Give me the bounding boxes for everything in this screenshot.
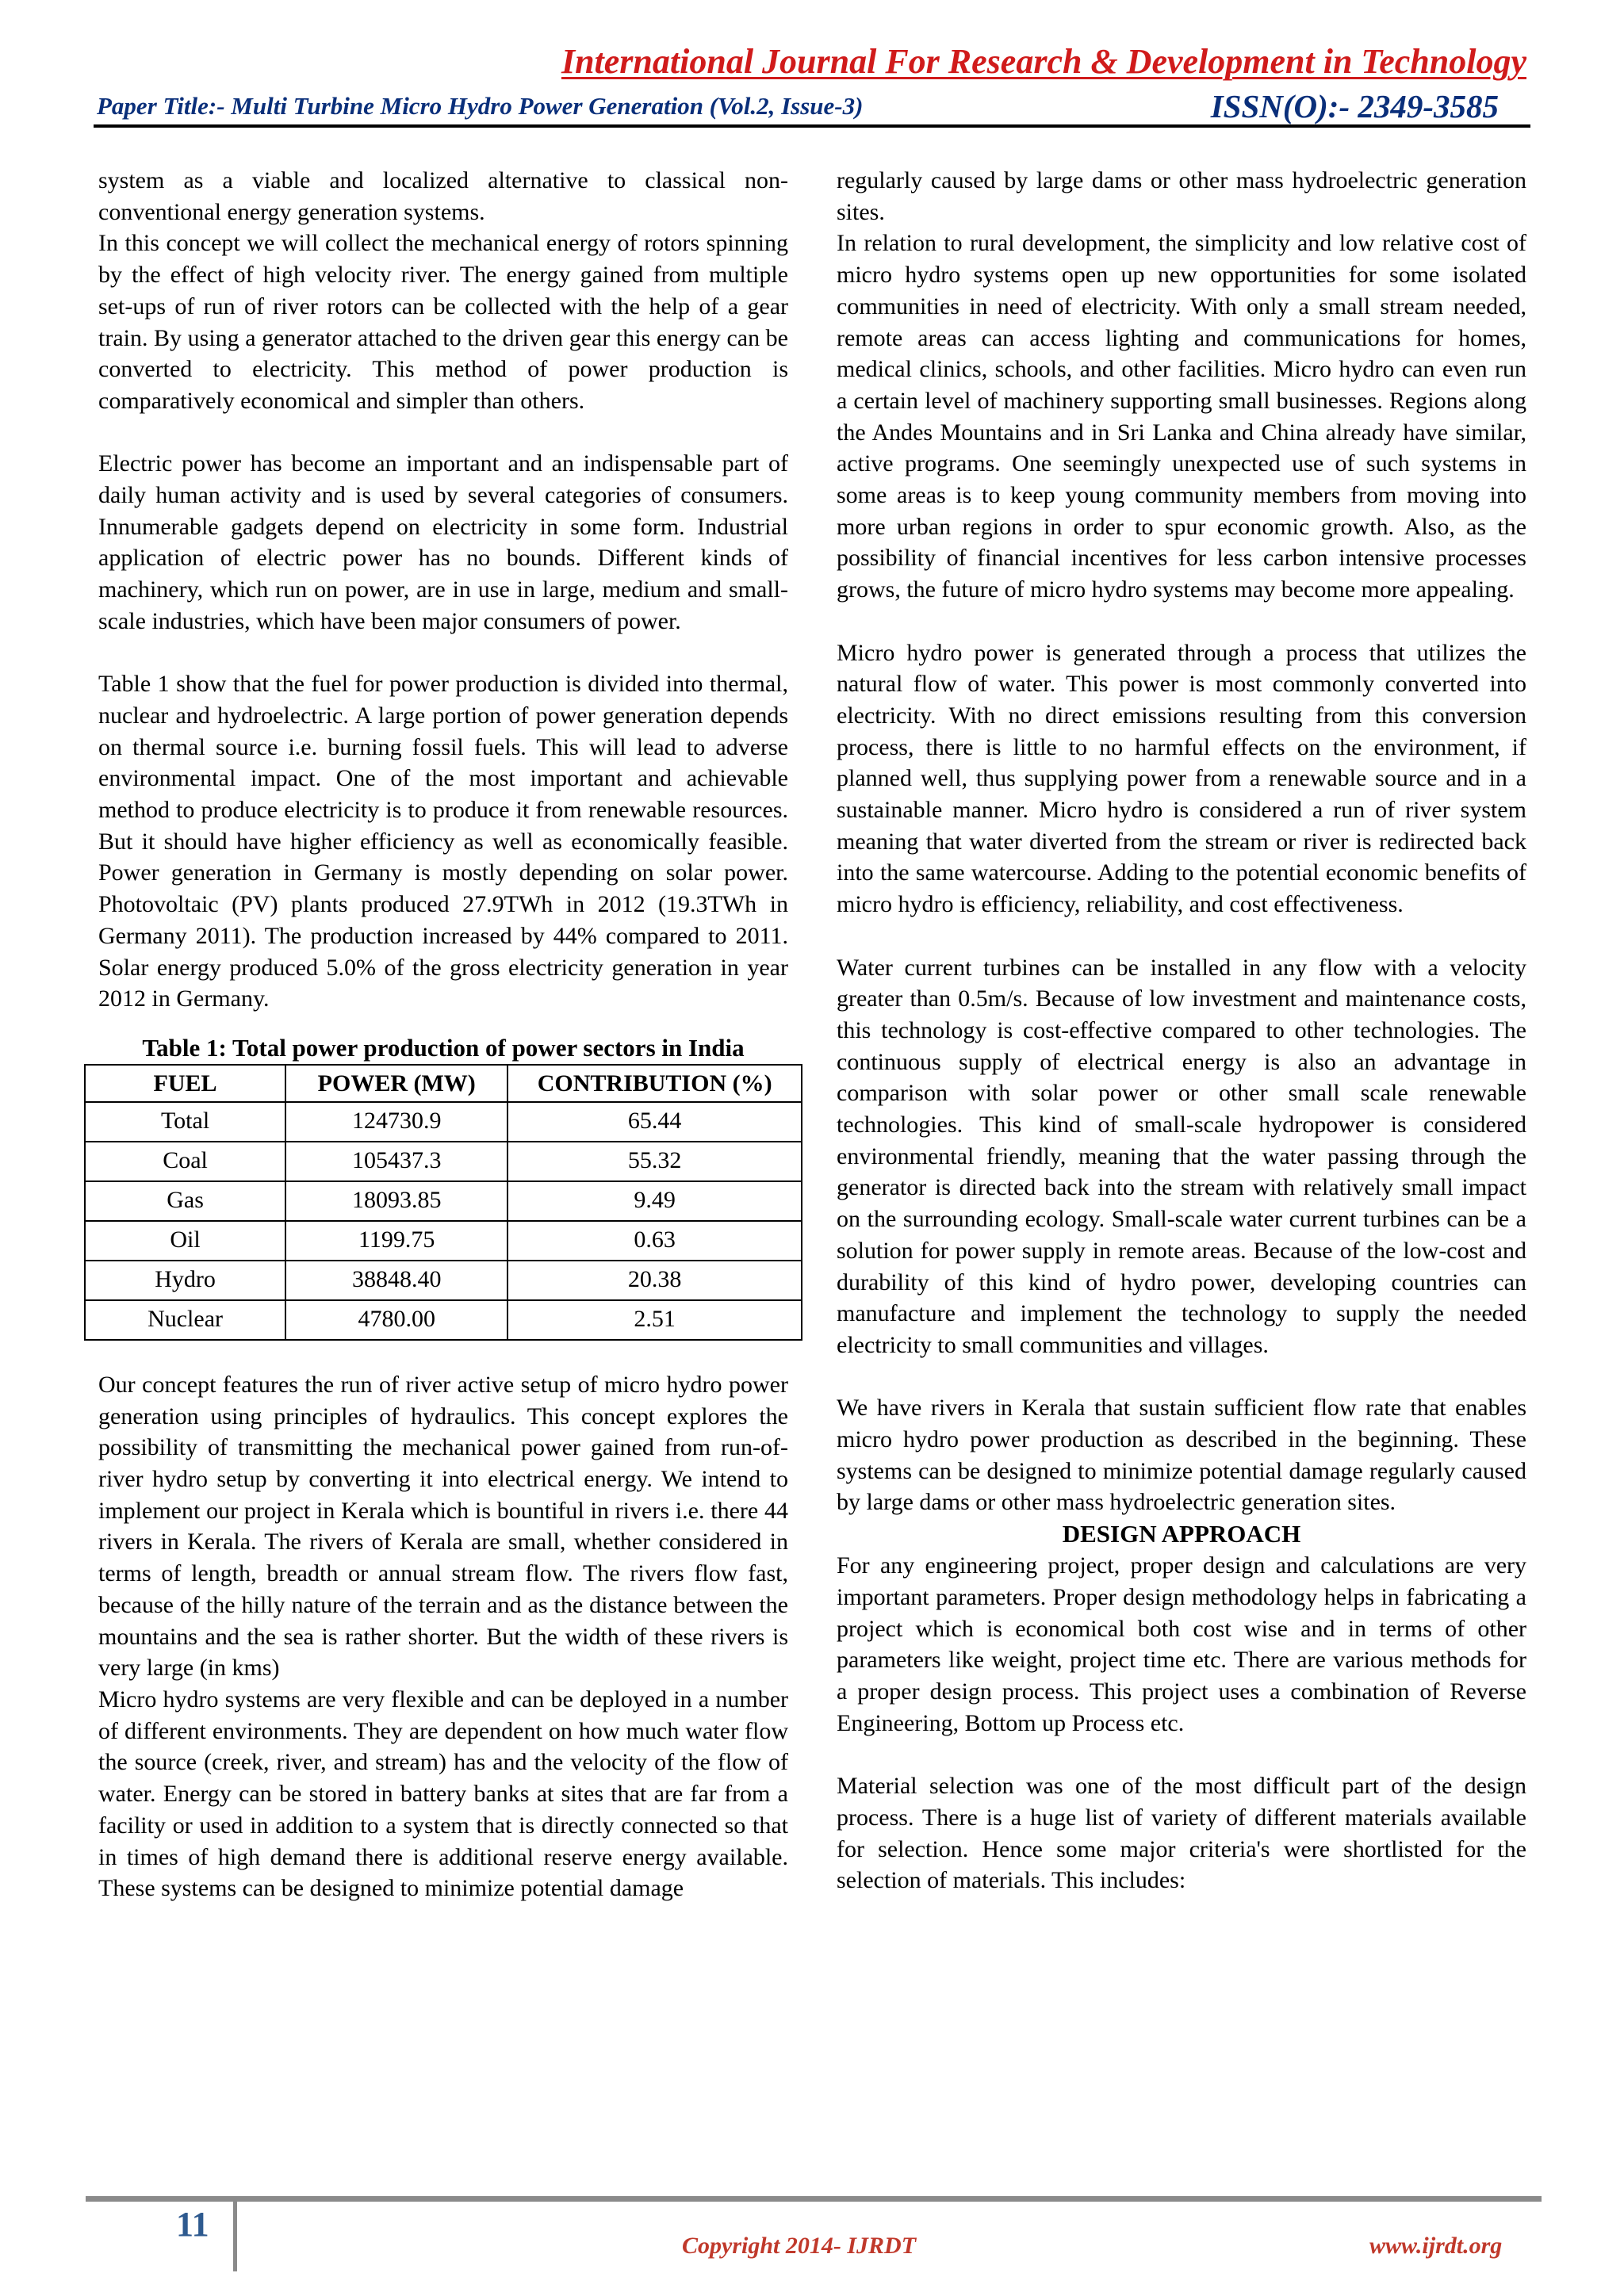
- paragraph: Micro hydro power is generated through a process that utilizes the natural flow of water. This power is most commonly converted into electricity. With no direct emissions resulting from this conversion process, there is little to no harmful effects on the environment, if planned well, thus supplying power from a renewable source and in a sustainable manner. Micro hydro is considered a run of river system meaning that water diverted from the stream or river is redirected back into the same watercourse. Adding to the potential economic benefits of micro hydro is efficiency, reliability, and cost effectiveness.: [837, 639, 1526, 918]
- paper-title: Paper Title:- Multi Turbine Micro Hydro Power Generation (Vol.2, Issue-3): [97, 92, 864, 120]
- cell-fuel: Total: [85, 1102, 285, 1142]
- paragraph-gap: [98, 1015, 788, 1032]
- paragraph: Material selection was one of the most difficult part of the design process. There is a huge list of variety of different materials available for selection. Hence some major criteria's were shortlisted for the selection of materials. This includes:: [837, 1773, 1526, 1894]
- paragraph: Table 1 show that the fuel for power production is divided into thermal, nuclear and hydroelectric. A large portion of power generation depends on thermal source i.e. burning fossil fuels. This will lead to adverse environmental impact. One of the most important and achievable method to produce electricity is to produce it from renewable resources. But it should have higher efficiency as well as economically feasible. Power generation in Germany is mostly depending on solar power. Photovoltaic (PV) plants produced 27.9TWh in 2012 (19.3TWh in Germany 2011). The production increased by 44% compared to 2011. Solar energy produced 5.0% of the gross electricity generation in year 2012 in Germany.: [98, 671, 788, 1012]
- paragraph: Our concept features the run of river active setup of micro hydro power generation using principles of hydraulics. This concept explores the possibility of transmitting the mechanical power gained from run-of-river hydro setup by converting it into electrical energy. We intend to implement our project in Kerala which is bountiful in rivers i.e. there 44 rivers in Kerala. The rivers of Kerala are small, whether considered in terms of length, breadth or annual stream flow. The rivers flow fast, because of the hilly nature of the terrain and as the distance between the mountains and the sea is rather shorter. But the width of these rivers is very large (in kms): [98, 1371, 788, 1682]
- paragraph: Micro hydro systems are very flexible and can be deployed in a number of different environments. They are dependent on how much water flow the source (creek, river, and stream) has and the velocity of the flow of water. Energy can be stored in battery banks at sites that are far from a facility or used in addition to a system that is directly connected so that in times of high demand there is additional reserve energy available. These systems can be designed to minimize potential damage: [98, 1686, 788, 1902]
- cell-power: 124730.9: [285, 1102, 508, 1142]
- table-row: [85, 1221, 802, 1261]
- cell-contribution: 0.63: [508, 1221, 802, 1261]
- cell-contribution: 55.32: [508, 1142, 802, 1181]
- header-rule: [94, 124, 1530, 128]
- issn: ISSN(O):- 2349-3585: [1210, 88, 1499, 124]
- cell-fuel: Oil: [85, 1221, 285, 1261]
- table-row: [85, 1300, 802, 1340]
- cell-fuel: Coal: [85, 1142, 285, 1181]
- cell-power: 1199.75: [285, 1221, 508, 1261]
- header-contribution: CONTRIBUTION (%): [508, 1065, 802, 1102]
- cell-fuel: Nuclear: [85, 1300, 285, 1340]
- cell-contribution: 9.49: [508, 1181, 802, 1221]
- paragraph-gap: [98, 637, 788, 669]
- paragraph-gap: [837, 920, 1526, 952]
- paragraph-gap: [837, 1361, 1526, 1393]
- paragraph: Electric power has become an important and an indispensable part of daily human activity and is used by several categories of consumers. Innumerable gadgets depend on electricity in some form. Industrial application of electric power has no bounds. Different kinds of machinery, which run on power, are in use in large, medium and small-scale industries, which have been major consumers of power.: [98, 450, 788, 634]
- journal-title: International Journal For Research & Development in Technology: [561, 42, 1526, 81]
- paragraph: In this concept we will collect the mechanical energy of rotors spinning by the effect of high velocity river. The energy gained from multiple set-ups of run of river rotors can be collected with the help of a gear train. By using a generator attached to the driven gear this energy can be converted to electricity. This method of power production is comparatively economical and simpler than others.: [98, 230, 788, 414]
- paragraph-gap: [837, 606, 1526, 637]
- cell-contribution: 20.38: [508, 1261, 802, 1300]
- table-row: [85, 1102, 802, 1142]
- table-caption: Table 1: Total power production of power sectors in India: [142, 1033, 745, 1062]
- cell-power: 18093.85: [285, 1181, 508, 1221]
- paragraph-gap: [837, 1739, 1526, 1770]
- table-header-row: [85, 1065, 802, 1102]
- paragraph: regularly caused by large dams or other mass hydroelectric generation sites.: [837, 167, 1526, 225]
- paragraph: In relation to rural development, the simplicity and low relative cost of micro hydro systems open up new opportunities for some isolated communities in need of electricity. With only a small stream needed, remote areas can access lighting and communications for homes, medical clinics, schools, and other facilities. Micro hydro can even run a certain level of machinery supporting small businesses. Regions along the Andes Mountains and in Sri Lanka and China already have similar, active programs. One seemingly unexpected use of such systems in some areas is to keep young community members from moving into more urban regions in order to spur economic growth. Also, as the possibility of financial incentives for less carbon intensive processes grows, the future of micro hydro systems may become more appealing.: [837, 230, 1526, 603]
- right-column: [837, 165, 1526, 1896]
- table-row: [85, 1261, 802, 1300]
- table-row: [85, 1142, 802, 1181]
- cell-contribution: 65.44: [508, 1102, 802, 1142]
- paragraph: We have rivers in Kerala that sustain sufficient flow rate that enables micro hydro power production as described in the beginning. These systems can be designed to minimize potential damage regularly caused by large dams or other mass hydroelectric generation sites.: [837, 1395, 1526, 1516]
- section-heading: DESIGN APPROACH: [1062, 1520, 1301, 1548]
- cell-power: 38848.40: [285, 1261, 508, 1300]
- header-power: POWER (MW): [285, 1065, 508, 1102]
- footer-rule: [86, 2196, 1542, 2202]
- paragraph: Water current turbines can be installed in any flow with a velocity greater than 0.5m/s. Because of low investment and maintenance costs, this technology is cost-effective compared to other technologies. The continuous supply of electrical energy is also an advantage in comparison with solar power or other small scale renewable technologies. This kind of small-scale hydropower is considered environmental friendly, meaning that the water passing through the generator is directed back into the stream with relatively small impact on the surrounding ecology. Small-scale water current turbines can be a solution for power supply in remote areas. Because of the low-cost and durability of this kind of hydro power, developing countries can manufacture and implement the technology to supply the needed electricity to small communities and villages.: [837, 954, 1526, 1358]
- footer-separator: [233, 2202, 237, 2271]
- copyright-text: Copyright 2014- IJRDT: [682, 2233, 917, 2259]
- paragraph: For any engineering project, proper design and calculations are very important parameters. Proper design methodology helps in fabricating a project which is economical both cost wise and in terms of other parameters like weight, project time etc. There are various methods for a proper design process. This project uses a combination of Reverse Engineering, Bottom up Process etc.: [837, 1552, 1526, 1736]
- website-link[interactable]: www.ijrdt.org: [1369, 2233, 1503, 2259]
- header-fuel: FUEL: [85, 1065, 285, 1102]
- cell-power: 4780.00: [285, 1300, 508, 1340]
- paper-info-line: [97, 87, 1499, 124]
- left-column: [98, 165, 788, 1904]
- paragraph-gap: [98, 1341, 788, 1369]
- cell-contribution: 2.51: [508, 1300, 802, 1340]
- cell-power: 105437.3: [285, 1142, 508, 1181]
- paragraph-gap: [98, 417, 788, 449]
- page-number: 11: [176, 2205, 209, 2244]
- cell-fuel: Hydro: [85, 1261, 285, 1300]
- table-row: [85, 1181, 802, 1221]
- paragraph: system as a viable and localized alternative to classical non-conventional energy generation systems.: [98, 167, 788, 225]
- power-production-table: [84, 1064, 802, 1341]
- cell-fuel: Gas: [85, 1181, 285, 1221]
